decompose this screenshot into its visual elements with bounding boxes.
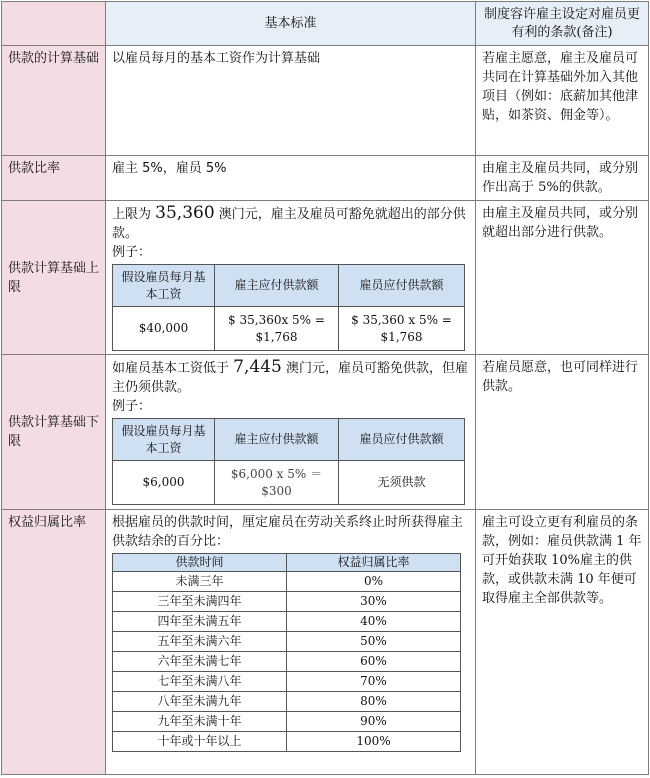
table-row <box>113 632 461 652</box>
header-row <box>2 2 649 46</box>
note-upper-limit: 由雇主及雇员共同，或分别就超出部分进行供款。 <box>476 201 649 355</box>
vesting-period: 五年至未满六年 <box>113 632 287 652</box>
vesting-description: 根据雇员的供款时间，厘定雇员在劳动关系终止时所获得雇主供款结余的百分比： <box>112 515 464 549</box>
standard-lower-limit <box>106 355 476 510</box>
upper-text-pre: 上限为 <box>112 207 152 222</box>
row-upper-limit <box>2 201 649 355</box>
row-rate <box>2 156 649 201</box>
table-row <box>113 712 461 732</box>
vesting-ratio: 80% <box>287 692 461 712</box>
vesting-head-ratio: 权益归属比率 <box>287 554 461 572</box>
lower-head-employee: 雇员应付供款额 <box>339 419 465 461</box>
lower-example-table <box>112 418 465 505</box>
upper-head-salary: 假设雇员每月基本工资 <box>113 265 215 307</box>
label-rate: 供款比率 <box>2 156 106 201</box>
label-calc-basis: 供款的计算基础 <box>2 46 106 156</box>
vesting-ratio: 30% <box>287 592 461 612</box>
lower-head-employer: 雇主应付供款额 <box>215 419 339 461</box>
upper-cell-employee: $ 35,360 x 5% = $1,768 <box>339 307 465 351</box>
table-row <box>113 592 461 612</box>
lower-cell-employee: 无须供款 <box>339 461 465 505</box>
upper-head-employer: 雇主应付供款额 <box>215 265 339 307</box>
table-row <box>113 732 461 752</box>
note-vesting: 雇主可设立更有利雇员的条款，例如：雇员供款满 1 年可开始获取 10%雇主的供款，或供款未满 10 年便可取得雇主全部供款等。 <box>476 510 649 775</box>
header-blank-cell <box>2 2 106 46</box>
lower-amount: 7,445 <box>233 357 282 377</box>
standard-calc-basis: 以雇员每月的基本工资作为计算基础 <box>106 46 476 156</box>
vesting-ratio: 0% <box>287 572 461 592</box>
note-lower-limit: 若雇员愿意，也可同样进行供款。 <box>476 355 649 510</box>
vesting-period: 四年至未满五年 <box>113 612 287 632</box>
vesting-period: 十年或十年以上 <box>113 732 287 752</box>
note-calc-basis: 若雇主愿意，雇主及雇员可共同在计算基础外加入其他项目（例如：底薪加其他津贴，如茶资、佣金等）。 <box>476 46 649 156</box>
upper-amount: 35,360 <box>155 203 215 223</box>
upper-text-post: 澳门元，雇主及雇员可豁免就超出的部分供款。 <box>112 207 466 241</box>
table-row <box>113 692 461 712</box>
upper-cell-employer: $ 35,360x 5% = $1,768 <box>215 307 339 351</box>
row-vesting <box>2 510 649 775</box>
vesting-ratio: 90% <box>287 712 461 732</box>
vesting-ratio: 50% <box>287 632 461 652</box>
upper-cell-salary: $40,000 <box>113 307 215 351</box>
lower-example-header <box>113 419 465 461</box>
header-notes: 制度容许雇主设定对雇员更有利的条款(备注) <box>476 2 649 46</box>
vesting-ratio: 70% <box>287 672 461 692</box>
header-standard: 基本标准 <box>106 2 476 46</box>
lower-cell-salary: $6,000 <box>113 461 215 505</box>
table-row <box>113 612 461 632</box>
note-rate: 由雇主及雇员共同，或分别作出高于 5%的供款。 <box>476 156 649 201</box>
vesting-period: 未满三年 <box>113 572 287 592</box>
lower-text-post: 澳门元，雇员可豁免供款，但雇主仍须供款。 <box>112 361 468 395</box>
label-upper-limit: 供款计算基础上限 <box>2 201 106 355</box>
upper-example-table <box>112 264 465 351</box>
label-lower-limit: 供款计算基础下限 <box>2 355 106 510</box>
vesting-period: 六年至未满七年 <box>113 652 287 672</box>
standard-upper-limit <box>106 201 476 355</box>
vesting-ratio: 40% <box>287 612 461 632</box>
standard-vesting <box>106 510 476 775</box>
lower-example-row <box>113 461 465 505</box>
vesting-head-period: 供款时间 <box>113 554 287 572</box>
upper-example-row <box>113 307 465 351</box>
vesting-ratio: 100% <box>287 732 461 752</box>
label-vesting: 权益归属比率 <box>2 510 106 775</box>
vesting-period: 八年至未满九年 <box>113 692 287 712</box>
table-row <box>113 652 461 672</box>
standard-rate: 雇主 5%，雇员 5% <box>106 156 476 201</box>
row-calc-basis <box>2 46 649 156</box>
upper-example-header <box>113 265 465 307</box>
vesting-table <box>112 553 461 752</box>
upper-example-label: 例子： <box>112 245 152 260</box>
lower-cell-employer: $6,000 x 5% ＝$300 <box>215 461 339 505</box>
vesting-period: 七年至未满八年 <box>113 672 287 692</box>
vesting-table-header <box>113 554 461 572</box>
vesting-period: 九年至未满十年 <box>113 712 287 732</box>
lower-example-label: 例子： <box>112 399 152 414</box>
vesting-period: 三年至未满四年 <box>113 592 287 612</box>
lower-head-salary: 假设雇员每月基本工资 <box>113 419 215 461</box>
lower-text-pre: 如雇员基本工资低于 <box>112 361 230 376</box>
vesting-ratio: 60% <box>287 652 461 672</box>
upper-head-employee: 雇员应付供款额 <box>339 265 465 307</box>
row-lower-limit <box>2 355 649 510</box>
table-row <box>113 572 461 592</box>
table-row <box>113 672 461 692</box>
contribution-rules-table <box>1 1 649 775</box>
